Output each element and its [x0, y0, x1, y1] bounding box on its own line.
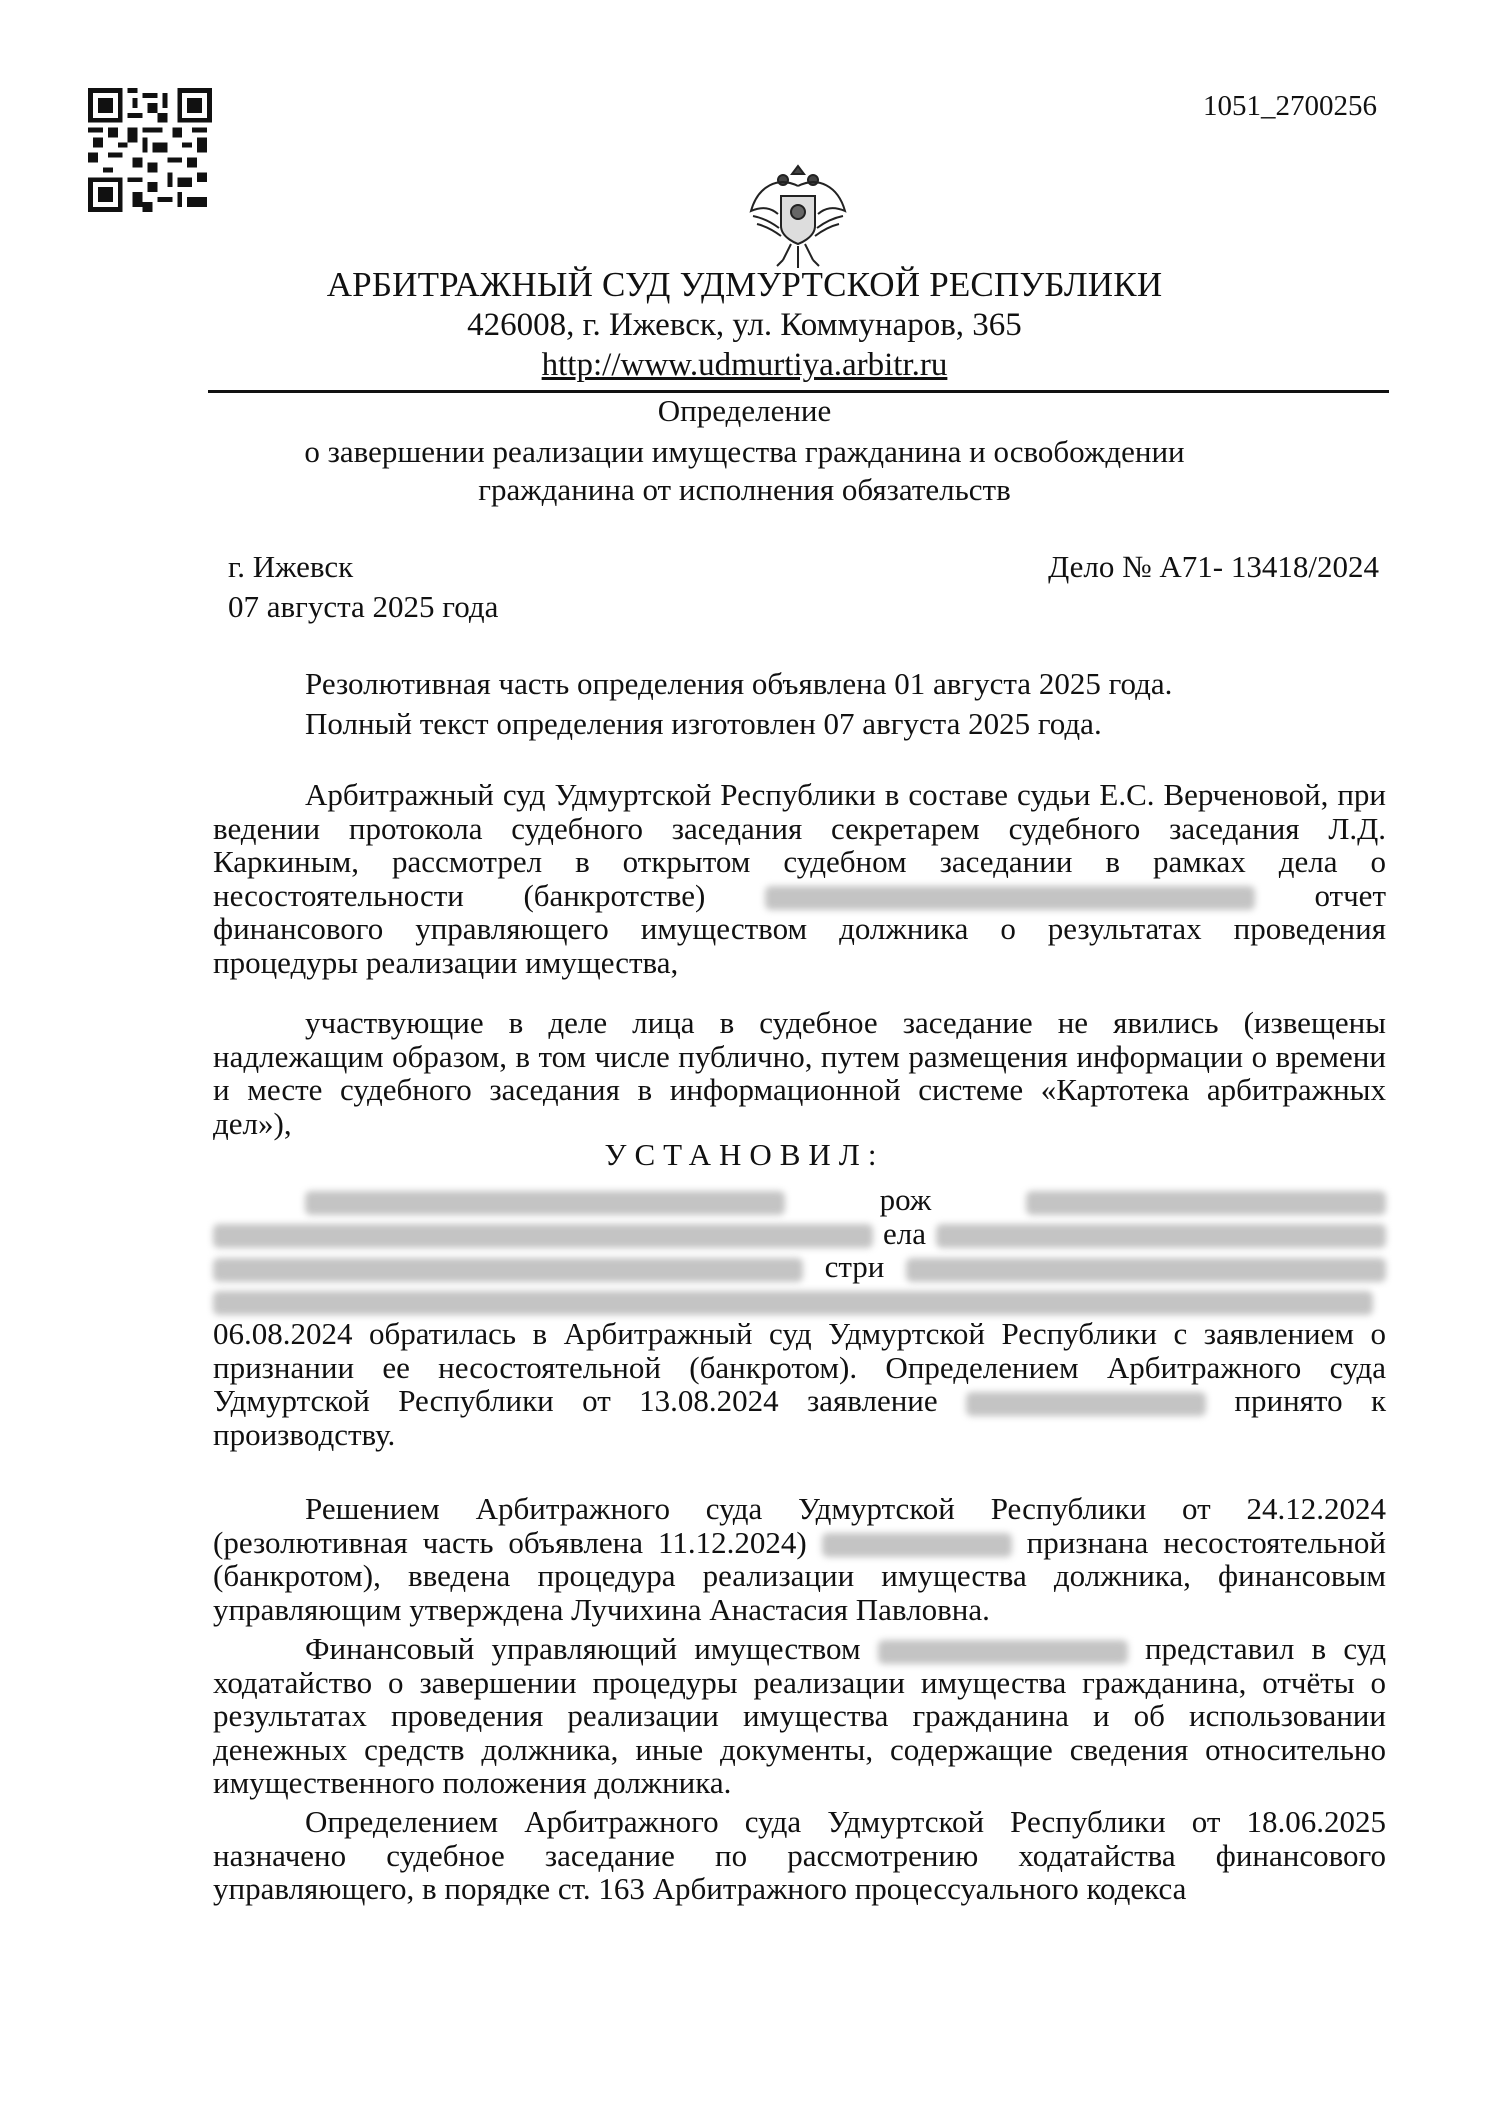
paragraph-4-text-b: признана несостоятельной (банкротом), введена процедура реализации имущества должника, финансовым управляющим утверждена Лучихина Анастасия Павловна.: [213, 1524, 1387, 1627]
paragraph-6: Определением Арбитражного суда Удмуртской Республики от 18.06.2025 назначено судебное заседание по рассмотрению ходатайства финансового управляющего, в порядке ст. 163 Арбитражного процессуального кодекса: [213, 1804, 1386, 1906]
redacted-text: [1026, 1191, 1386, 1215]
redacted-text: [906, 1258, 1386, 1282]
court-url-link[interactable]: http://www.udmurtiya.arbitr.ru: [541, 347, 948, 383]
redacted-name: [822, 1533, 1012, 1557]
redacted-name: [765, 886, 1255, 910]
redacted-name: [878, 1640, 1128, 1664]
paragraph-3-text-c: стри: [824, 1249, 885, 1284]
redacted-text: [936, 1224, 1386, 1248]
redacted-text: [213, 1291, 1373, 1315]
case-number: Дело № А71- 13418/2024: [1048, 549, 1379, 584]
paragraph-1: [213, 778, 1386, 979]
paragraph-1-text-a: Арбитражный суд Удмуртской Республики в составе судьи Е.С. Верченовой, при ведении протокола судебного заседания секретарем судебного заседания Л.Д. Каркиным, рассмотрел в открытом судебном заседании в рамках дела о несостоятельности (банкротстве): [213, 777, 1386, 913]
document-title: Определение: [657, 393, 832, 428]
paragraph-4: [213, 1492, 1386, 1626]
paragraph-5-text-b: представил в суд ходатайство о завершении процедуры реализации имущества гражданина, отчёты о результатах проведения реализации имущества гражданина и об использовании денежных средств должника, иные документы, содержащие сведения относительно имущественного положения должника.: [213, 1631, 1387, 1800]
full-text-prepared: Полный текст определения изготовлен 07 августа 2025 года.: [305, 706, 1102, 741]
ustanovil-heading: УСТАНОВИЛ:: [604, 1137, 885, 1172]
paragraph-1-text-b: отчет финансового управляющего имуществом должника о результатах проведения процедуры реализации имущества,: [213, 877, 1386, 980]
paragraph-3-text-e: принято к производству.: [213, 1383, 1387, 1452]
paragraph-5: [213, 1632, 1386, 1800]
paragraph-5-text-a: Финансовый управляющий имуществом: [305, 1631, 861, 1666]
qr-code-icon: [88, 88, 212, 212]
court-address: 426008, г. Ижевск, ул. Коммунаров, 365: [467, 307, 1022, 343]
redacted-name: [966, 1392, 1206, 1416]
paragraph-3: [213, 1183, 1386, 1451]
paragraph-3-text-b: ела: [883, 1215, 926, 1251]
redacted-text: [213, 1224, 873, 1248]
paragraph-3-text-a: рож: [879, 1182, 932, 1217]
resolution-announced: Резолютивная часть определения объявлена 01 августа 2025 года.: [305, 666, 1173, 701]
document-subtitle-line-1: о завершении реализации имущества гражданина и освобождении: [304, 434, 1185, 469]
paragraph-4-text-a: Решением Арбитражного суда Удмуртской Республики от 24.12.2024 (резолютивная часть объявлена 11.12.2024): [213, 1491, 1386, 1560]
court-name: АРБИТРАЖНЫЙ СУД УДМУРТСКОЙ РЕСПУБЛИКИ: [326, 265, 1163, 304]
document-date: 07 августа 2025 года: [228, 589, 499, 624]
coat-of-arms-icon: [743, 156, 853, 276]
redacted-text: [305, 1191, 785, 1215]
document-subtitle-line-2: гражданина от исполнения обязательств: [478, 472, 1011, 507]
redacted-text: [213, 1258, 803, 1282]
city: г. Ижевск: [228, 549, 354, 584]
paragraph-3-text-d: 06.08.2024 обратилась в Арбитражный суд Удмуртской Республики с заявлением о признании ее несостоятельной (банкротом). Определением Арбитражного суда Удмуртской Республики от 13.08.2024 заявление: [213, 1316, 1386, 1418]
paragraph-2: участвующие в деле лица в судебное заседание не явились (извещены надлежащим образом, в том числе публично, путем размещения информации о времени и месте судебного заседания в информационной системе «Картотека арбитражных дел»),: [213, 1005, 1386, 1141]
document-number: 1051_2700256: [1203, 90, 1377, 122]
